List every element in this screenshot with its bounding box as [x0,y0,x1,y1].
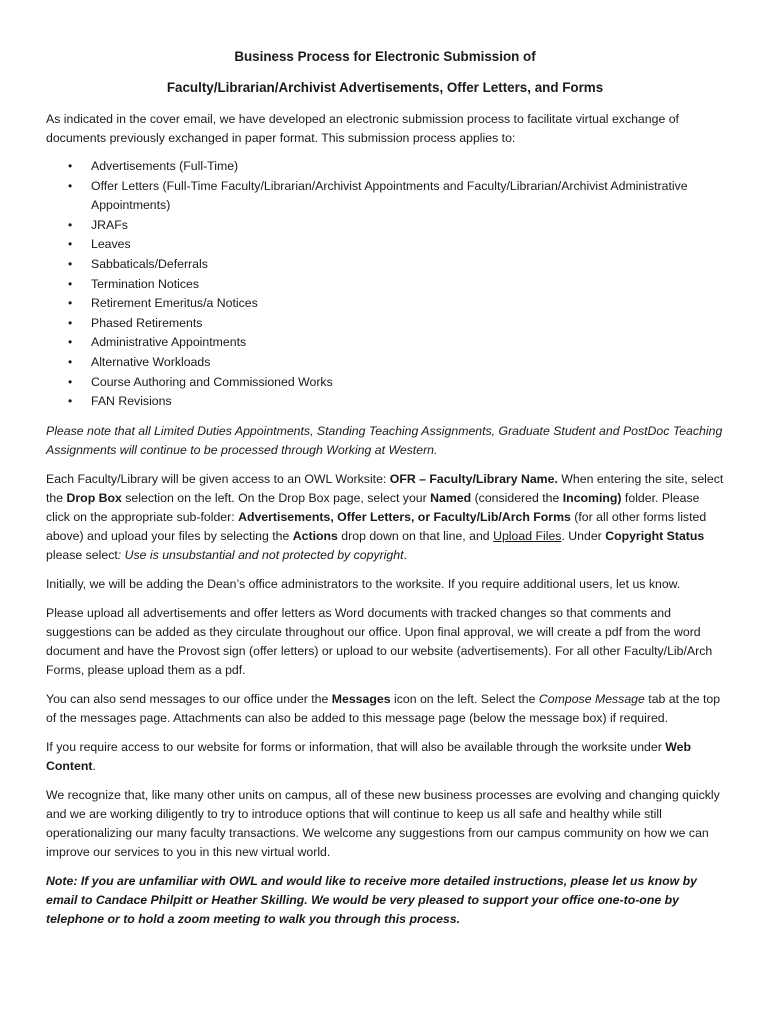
list-item-text: JRAFs [91,217,128,232]
upload-paragraph: Please upload all advertisements and offer letters as Word documents with tracked changes so that comments and suggestions can be added as they circulate throughout our office. Upon final approval, we will create a pdf from the word document and have the Provost sign (offer letters) or upload to our website (advertisements). For all other Faculty/Lib/Arch Forms, please upload them as a pdf. [46,605,713,677]
list-item-text: Retirement Emeritus/a Notices [91,296,258,311]
upload-files-text: Upload Files [493,528,562,543]
title-line-1: Business Process for Electronic Submission of [234,49,536,64]
bullet-icon: • [68,276,73,291]
applies-to-list [46,157,724,412]
list-item-text: Termination Notices [91,276,199,291]
bullet-icon: • [68,178,73,193]
bullet-icon: • [68,394,73,409]
bullet-icon: • [68,374,73,389]
list-item-text: Offer Letters (Full-Time Faculty/Librarian/Archivist Appointments and Faculty/Librarian/Archivist Administrative Appointments) [91,178,688,213]
list-item [46,373,724,393]
list-item [46,255,724,275]
owl-help-note: Note: If you are unfamiliar with OWL and would like to receive more detailed instructions, please let us know by email to Candace Philpitt or Heather Skilling. We would be very pleased to support your office one-to-one by telephone or to hold a zoom meeting to walk you through this process. [46,873,697,926]
list-item [46,333,724,353]
bullet-icon: • [68,296,73,311]
list-item-text: Phased Retirements [91,315,203,330]
list-item-text: Advertisements (Full-Time) [91,159,239,173]
list-item [46,177,724,216]
list-item [46,392,724,412]
intro-paragraph: As indicated in the cover email, we have developed an electronic submission process to facilitate virtual exchange of documents previously exchanged in paper format. This submission process applies to: [46,112,679,145]
recognize-paragraph: We recognize that, like many other units on campus, all of these new business processes are evolving and changing quickly and we are working diligently to try to introduce options that will continue to keep us all safe and healthy while still operationalizing our many faculty transactions. We welcome any suggestions from our campus community on how we can improve our services to you in this new virtual world. [46,787,720,859]
list-item-text: Course Authoring and Commissioned Works [91,374,333,389]
messages-paragraph: You can also send messages to our office under the Messages icon on the left. Select the Compose Message tab at the top of the messages page. Attachments can also be added to this message page (below the message box) if required. [46,691,721,725]
title-line-2: Faculty/Librarian/Archivist Advertisements, Offer Letters, and Forms [166,80,604,95]
bullet-icon: • [68,354,73,369]
bullet-icon: • [68,217,73,232]
bullet-icon: • [68,159,73,173]
bullet-icon: • [68,335,73,350]
list-item [46,353,724,373]
list-item [46,314,724,334]
list-item [46,275,724,295]
limited-duties-note: Please note that all Limited Duties Appointments, Standing Teaching Assignments, Graduate Student and PostDoc Teaching Assignments will continue to be processed through Working at Western. [46,423,723,457]
list-item-text: Leaves [91,237,131,252]
list-item-text: Alternative Workloads [91,354,211,369]
bullet-icon: • [68,256,73,271]
list-item-text: Administrative Appointments [91,335,247,350]
bullet-icon: • [68,237,73,252]
list-item [46,294,724,314]
list-item-text: Sabbaticals/Deferrals [91,256,208,271]
worksite-paragraph: Each Faculty/Library will be given access to an OWL Worksite: OFR – Faculty/Library Name. When entering the site, select the Drop Box selection on the left. On the Drop Box page, select your Named (considered the Incoming) folder. Please click on the appropriate sub-folder: Advertisements, Offer Letters, or Faculty/Lib/Arch Forms (for all other forms listed above) and upload your files by selecting the Actions drop down on that line, and Upload Files. Under Copyright Status please select: Use is unsubstantial and not protected by copyright. [46,471,724,562]
list-item [46,216,724,236]
website-paragraph: If you require access to our website for forms or information, that will also be available through the worksite under Web Content. [46,739,691,773]
list-item [46,157,724,177]
bullet-icon: • [68,315,73,330]
list-item-text: FAN Revisions [91,394,172,409]
list-item [46,235,724,255]
initially-paragraph: Initially, we will be adding the Dean’s office administrators to the worksite. If you require additional users, let us know. [46,576,681,591]
